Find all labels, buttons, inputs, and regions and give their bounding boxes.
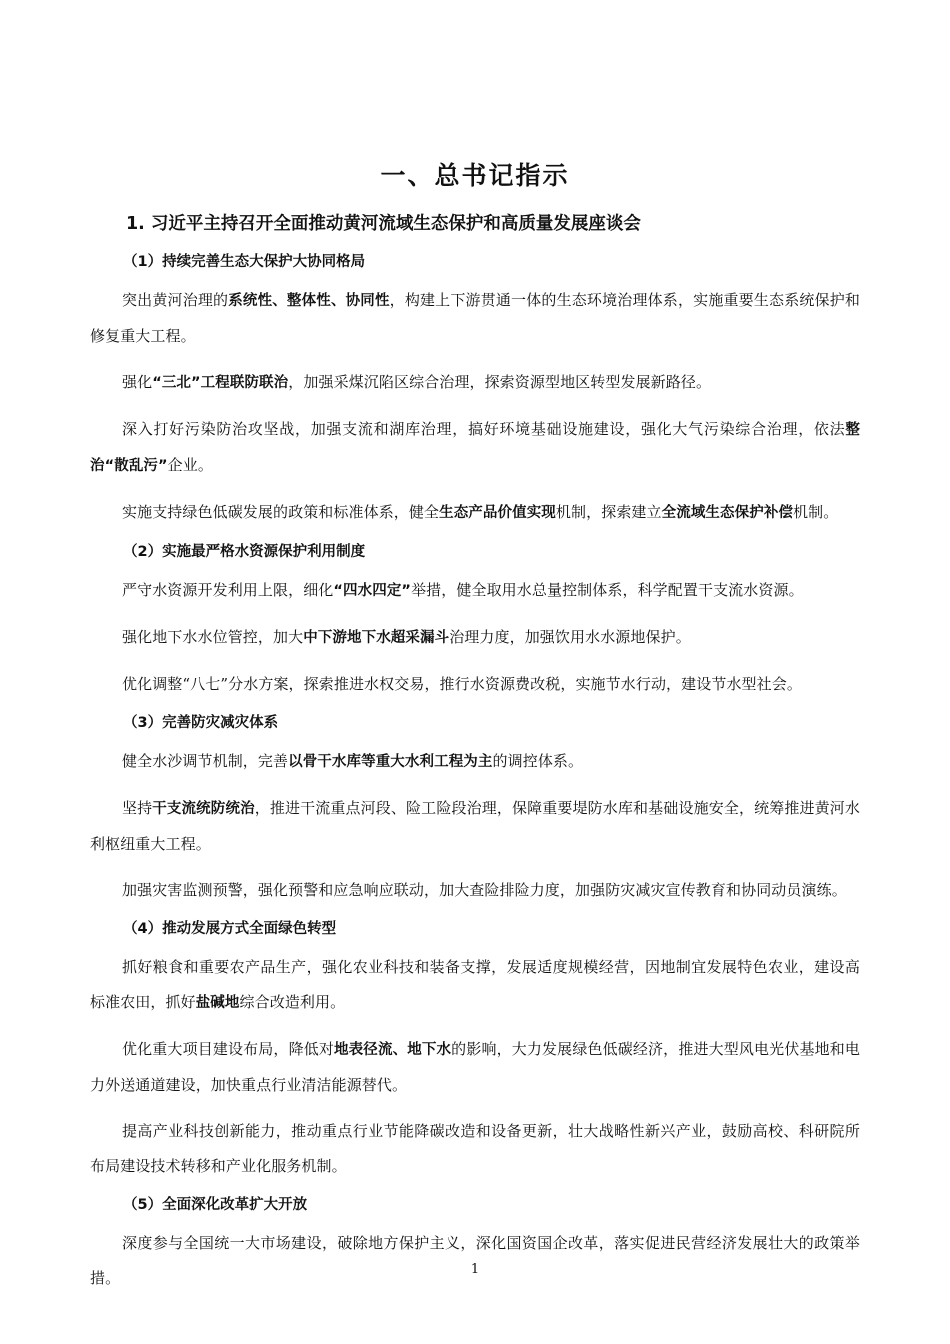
text-run: 综合改造利用。 [239,993,346,1011]
bold-phrase: 干支流统防统治 [152,801,255,817]
paragraph [90,667,860,702]
page-title: 一、总书记指示 [380,161,570,190]
section-subtitle: 1. 习近平主持召开全面推动黄河流域生态保护和高质量发展座谈会 [126,214,641,234]
text-run: 的影响，大力发展绿色低碳经济，推进大型风电光伏基地和电力外送通道建设，加快重点行业清洁能源替代。 [90,1040,861,1094]
text-run: 健全水沙调节机制，完善 [122,752,289,770]
bold-phrase: 盐碱地 [195,995,240,1011]
paragraph [90,1114,860,1184]
paragraph [90,573,860,609]
text-run: 深入打好污染防治攻坚战，加强支流和湖库治理，搞好环境基础设施建设，强化大气污染综合治理，依法 [122,420,846,438]
text-run: 实施支持绿色低碳发展的政策和标准体系，健全 [122,503,440,521]
paragraph [90,791,860,862]
text-run: 突出黄河治理的 [122,291,229,309]
text-run: 治理力度，加强饮用水水源地保护。 [449,628,691,646]
bold-phrase: “三北”工程联防联治 [152,375,289,391]
bold-phrase: 地表径流、地下水 [334,1042,452,1058]
bold-phrase: 全流域生态保护补偿 [661,505,794,521]
text-run: 企业。 [167,456,213,474]
bold-phrase: 整治“散乱污” [90,422,860,474]
text-run: 机制，探索建立 [555,503,662,521]
text-run: 强化地下水水位管控，加大 [122,628,304,646]
paragraph [90,950,860,1021]
bold-phrase: 以骨干水库等重大水利工程为主 [288,754,493,770]
section-heading: （1）持续完善生态大保护大协同格局 [123,254,366,270]
text-run: 的调控体系。 [492,752,584,770]
page-number: 1 [470,1262,480,1277]
paragraph [90,620,860,656]
text-run: 提高产业科技创新能力，推动重点行业节能降碳改造和设备更新，壮大战略性新兴产业，鼓励高校、科研院所布局建设技术转移和产业化服务机制。 [90,1122,860,1175]
section-heading: （4）推动发展方式全面绿色转型 [123,921,337,937]
paragraph [90,1226,860,1296]
text-run: ，构建上下游贯通一体的生态环境治理体系，实施重要生态系统保护和修复重大工程。 [90,291,860,345]
bold-phrase: 中下游地下水超采漏斗 [303,630,450,646]
text-run: 强化 [122,373,153,391]
paragraph [90,283,860,354]
text-run: ，加强采煤沉陷区综合治理，探索资源型地区转型发展新路径。 [288,373,712,391]
paragraph [90,744,860,780]
text-run: 举措，健全取用水总量控制体系，科学配置干支流水资源。 [411,581,804,599]
paragraph [90,412,860,484]
text-run: 严守水资源开发利用上限，细化 [122,581,334,599]
text-run: 优化调整“八七”分水方案，探索推进水权交易，推行水资源费改税，实施节水行动，建设节水型社会。 [122,675,802,693]
text-run: 坚持 [122,799,153,817]
text-run: 深度参与全国统一大市场建设，破除地方保护主义，深化国资国企改革，落实促进民营经济发展壮大的政策举措。 [90,1234,860,1287]
text-run: 机制。 [793,503,839,521]
text-run: ，推进干流重点河段、险工险段治理，保障重要堤防水库和基础设施安全，统筹推进黄河水利枢纽重大工程。 [90,799,861,853]
paragraph [90,873,860,908]
section-heading: （3）完善防灾减灾体系 [123,715,279,731]
text-run: 加强灾害监测预警，强化预警和应急响应联动，加大查险排险力度，加强防灾减灾宣传教育和协同动员演练。 [122,881,847,899]
bold-phrase: 系统性、整体性、协同性 [228,293,390,309]
paragraph [90,495,860,531]
paragraph [90,365,860,401]
bold-phrase: “四水四定” [333,583,412,599]
text-run: 优化重大项目建设布局，降低对 [122,1040,335,1058]
bold-phrase: 生态产品价值实现 [439,505,556,521]
text-run: 抓好粮食和重要农产品生产，强化农业科技和装备支撑，发展适度规模经营，因地制宜发展特色农业，建设高标准农田，抓好 [90,958,860,1011]
document-body [90,252,860,1307]
section-heading: （5）全面深化改革扩大开放 [123,1197,308,1213]
section-heading: （2）实施最严格水资源保护利用制度 [123,544,366,560]
paragraph [90,1032,860,1103]
